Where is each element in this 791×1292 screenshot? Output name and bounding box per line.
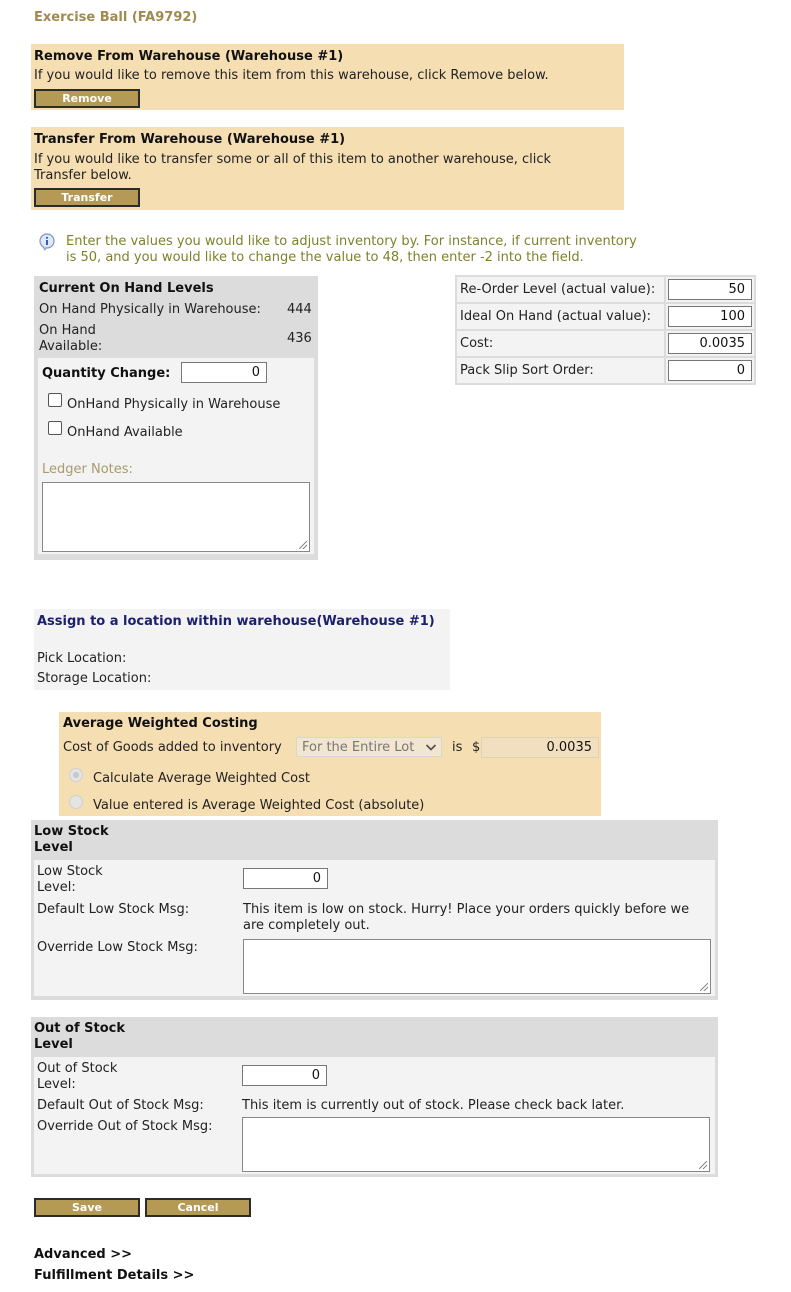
out-stock-body [34, 1057, 715, 1174]
ledger-notes-label: Ledger Notes: [42, 462, 133, 477]
storage-location-label: Storage Location: [37, 671, 152, 686]
advanced-link[interactable]: Advanced >> [34, 1247, 133, 1262]
low-stock-level-label-2: Level: [37, 880, 76, 895]
ideal-on-hand-label: Ideal On Hand (actual value): [457, 304, 664, 329]
cost-input[interactable]: 0.0035 [668, 333, 752, 354]
out-stock-override-label: Override Out of Stock Msg: [37, 1119, 213, 1134]
on-hand-physical-label: On Hand Physically in Warehouse: [39, 302, 261, 317]
awc-lot-select-value: For the Entire Lot [302, 740, 415, 755]
location-panel [34, 609, 450, 690]
quantity-change-input[interactable]: 0 [181, 362, 267, 383]
reorder-row [457, 358, 754, 383]
quantity-section [38, 358, 314, 554]
location-heading: Assign to a location within warehouse(Warehouse #1) [37, 614, 435, 629]
out-stock-level-input[interactable]: 0 [242, 1065, 327, 1086]
reorder-level-input[interactable]: 50 [668, 279, 752, 300]
cancel-button[interactable]: Cancel [145, 1198, 251, 1217]
reorder-row [457, 331, 754, 356]
on-hand-heading: Current On Hand Levels [39, 281, 214, 296]
awc-cost-label: Cost of Goods added to inventory [63, 740, 282, 755]
save-button[interactable]: Save [34, 1198, 140, 1217]
low-stock-override-label: Override Low Stock Msg: [37, 940, 198, 955]
info-line2: is 50, and you would like to change the value to 48, then enter -2 into the field. [66, 250, 584, 265]
remove-button[interactable]: Remove [34, 89, 140, 108]
transfer-button[interactable]: Transfer [34, 188, 140, 207]
awc-panel [59, 712, 601, 816]
low-stock-level-label-1: Low Stock [37, 864, 103, 879]
on-hand-available-label-1: On Hand [39, 323, 96, 338]
info-line1: Enter the values you would like to adjust inventory by. For instance, if current inventory [66, 234, 637, 249]
awc-absolute-label: Value entered is Average Weighted Cost (absolute) [93, 798, 425, 813]
transfer-text-line1: If you would like to transfer some or all of this item to another warehouse, click [34, 152, 552, 167]
low-stock-body [34, 860, 715, 996]
quantity-change-label: Quantity Change: [42, 366, 171, 381]
out-stock-level-label-1: Out of Stock [37, 1061, 118, 1076]
info-icon [37, 233, 57, 251]
onhand-physical-checkbox-label: OnHand Physically in Warehouse [67, 397, 281, 412]
low-stock-heading-2: Level [34, 840, 73, 855]
awc-calculate-radio[interactable] [69, 768, 83, 782]
pack-slip-sort-label: Pack Slip Sort Order: [457, 358, 664, 383]
out-stock-panel [31, 1017, 718, 1177]
awc-heading: Average Weighted Costing [63, 716, 258, 731]
low-stock-level-input[interactable]: 0 [243, 868, 328, 889]
low-stock-default-msg-2: are completely out. [243, 918, 370, 933]
on-hand-panel [34, 276, 318, 560]
out-stock-override-textarea[interactable] [242, 1117, 710, 1172]
on-hand-available-label-2: Available: [39, 339, 103, 354]
onhand-available-checkbox[interactable] [48, 421, 62, 435]
cost-label: Cost: [457, 331, 664, 356]
low-stock-override-textarea[interactable] [243, 939, 711, 994]
onhand-physical-checkbox[interactable] [48, 393, 62, 407]
low-stock-default-label: Default Low Stock Msg: [37, 902, 190, 917]
awc-lot-select[interactable] [296, 737, 442, 757]
out-stock-heading-1: Out of Stock [34, 1021, 126, 1036]
remove-panel [31, 44, 624, 110]
awc-is-label: is [452, 740, 463, 755]
onhand-available-checkbox-label: OnHand Available [67, 425, 183, 440]
reorder-row [457, 277, 754, 302]
out-stock-default-msg: This item is currently out of stock. Please check back later. [242, 1098, 625, 1113]
awc-cost-input[interactable]: 0.0035 [481, 737, 599, 758]
out-stock-heading-2: Level [34, 1037, 73, 1052]
reorder-level-label: Re-Order Level (actual value): [457, 277, 664, 302]
page-title: Exercise Ball (FA9792) [34, 10, 198, 25]
low-stock-heading-1: Low Stock [34, 824, 109, 839]
on-hand-physical-value: 444 [287, 302, 312, 317]
low-stock-panel [31, 820, 718, 1000]
pack-slip-sort-input[interactable]: 0 [668, 360, 752, 381]
awc-calculate-label: Calculate Average Weighted Cost [93, 771, 310, 786]
pick-location-label: Pick Location: [37, 651, 127, 666]
transfer-panel [31, 127, 624, 210]
remove-heading: Remove From Warehouse (Warehouse #1) [34, 49, 344, 64]
reorder-row [457, 304, 754, 329]
reorder-table [455, 275, 756, 385]
transfer-heading: Transfer From Warehouse (Warehouse #1) [34, 132, 346, 147]
low-stock-default-msg-1: This item is low on stock. Hurry! Place your orders quickly before we [243, 902, 690, 917]
fulfillment-details-link[interactable]: Fulfillment Details >> [34, 1268, 195, 1283]
ledger-notes-textarea[interactable] [42, 482, 310, 552]
transfer-text-line2: Transfer below. [34, 168, 132, 183]
out-stock-default-label: Default Out of Stock Msg: [37, 1098, 204, 1113]
out-stock-level-label-2: Level: [37, 1077, 76, 1092]
on-hand-available-value: 436 [287, 331, 312, 346]
remove-text: If you would like to remove this item from this warehouse, click Remove below. [34, 68, 549, 83]
ideal-on-hand-input[interactable]: 100 [668, 306, 752, 327]
awc-currency: $ [472, 740, 481, 755]
awc-absolute-radio[interactable] [69, 795, 83, 809]
chevron-down-icon [425, 741, 437, 757]
